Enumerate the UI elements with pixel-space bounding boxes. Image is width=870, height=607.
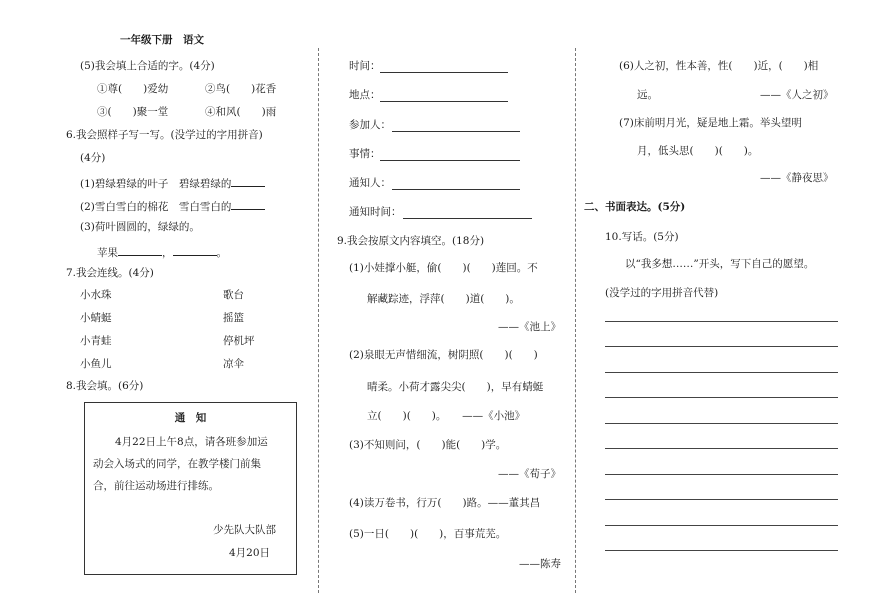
q6-blank-1[interactable] [231,176,265,187]
section-2-heading: 二、书面表达。(5分) [584,201,686,213]
q5-item-4: ④和风( )雨 [205,106,277,118]
q8-title: 8.我会填。(6分) [66,380,144,392]
field-notice-time-label: 通知时间： [349,206,402,218]
q6-example-2-text: (2)雪白雪白的棉花 雪白雪白的 [80,201,232,213]
notice-sign: 少先队大队部 [213,524,276,536]
q7-left-1[interactable]: 小水珠 [80,289,112,301]
q6-example-3: (3)荷叶圆圆的，绿绿的。 [80,221,200,233]
column-divider-left [318,48,319,593]
q9-p1-line1: (1)小娃撑小艇，偷( )( )莲回。不 [349,262,538,274]
notice-line-2: 动会入场式的同学，在教学楼门前集 [93,458,261,470]
writing-line[interactable] [605,448,838,449]
q5-title: (5)我会填上合适的字。(4分) [80,60,215,72]
field-participants-label: 参加人： [349,119,391,131]
q6-fill-end: 。 [216,247,227,259]
q10-title: 10.写话。(5分) [605,231,679,243]
q9-p5-line1: (5)一日( )( )，百事荒芜。 [349,528,507,540]
q9-p5-source: ——陈寿 [519,558,561,570]
q9-p6-line1: (6)人之初，性本善，性( )近，( )相 [619,60,819,72]
notice-line-1: 4月22日上午8点，请各班参加运 [115,436,268,448]
q7-title: 7.我会连线。(4分) [66,267,154,279]
q9-p7-line1: (7)床前明月光，疑是地上霜。举头望明 [619,117,802,129]
q6-fill-row [97,245,227,260]
writing-line[interactable] [605,499,838,500]
q6-score: (4分) [80,152,106,164]
field-time-label: 时间： [349,60,381,72]
q7-left-3[interactable]: 小青蛙 [80,335,112,347]
q9-p7-line2: 月，低头思( )( )。 [637,145,759,157]
q7-left-4[interactable]: 小鱼儿 [80,358,112,370]
q9-p2-line1: (2)泉眼无声惜细流，树阴照( )( ) [349,349,538,361]
q6-fill-label: 苹果 [97,247,118,259]
field-time-line[interactable] [380,60,508,73]
q9-p1-line2: 解藏踪迹，浮萍( )道( )。 [367,293,520,305]
field-notice-time-line[interactable] [403,206,532,219]
q6-example-1 [80,176,265,191]
writing-line[interactable] [605,474,838,475]
field-event-label: 事情： [349,148,381,160]
column-divider-right [575,48,576,593]
q5-item-3: ③( )聚一堂 [97,106,169,118]
q9-p2-line3: 立( )( )。 ——《小池》 [367,410,526,422]
writing-line[interactable] [605,525,838,526]
notice-line-3: 合，前往运动场进行排练。 [93,480,219,492]
q5-item-1: ①尊( )爱幼 [97,83,169,95]
q6-blank-3[interactable] [118,245,162,256]
q10-prompt: 以“我多想……”开头，写下自己的愿望。 [625,258,815,270]
q5-item-2: ②鸟( )花香 [205,83,277,95]
field-participants-line[interactable] [392,119,520,132]
writing-line[interactable] [605,321,838,322]
q9-title: 9.我会按原文内容填空。(18分) [337,235,485,247]
q6-title: 6.我会照样子写一写。(没学过的字用拼音) [66,129,263,141]
field-notifier-line[interactable] [392,177,520,190]
q9-p3-line1: (3)不知则问，( )能( )学。 [349,439,507,451]
q9-p3-source: ——《荀子》 [498,468,561,480]
writing-line[interactable] [605,550,838,551]
q7-right-1[interactable]: 歌台 [223,289,244,301]
field-notifier-label: 通知人： [349,177,391,189]
notice-date: 4月20日 [229,547,271,559]
field-place-label: 地点： [349,89,381,101]
q9-p6-line2: 远。 [637,89,658,101]
writing-line[interactable] [605,423,838,424]
writing-line[interactable] [605,372,838,373]
page-title: 一年级下册 语文 [120,34,204,46]
writing-line[interactable] [605,346,838,347]
q6-blank-2[interactable] [231,199,265,210]
q6-example-1-text: (1)碧绿碧绿的叶子 碧绿碧绿的 [80,178,232,190]
q9-p7-source: ——《静夜思》 [760,172,834,184]
q6-example-2 [80,199,265,214]
q7-right-3[interactable]: 停机坪 [223,335,255,347]
q9-p1-source: ——《池上》 [498,321,561,333]
q7-right-4[interactable]: 凉伞 [223,358,244,370]
q10-note: (没学过的字用拼音代替) [605,287,719,299]
field-event-line[interactable] [380,148,520,161]
q7-left-2[interactable]: 小蜻蜓 [80,312,112,324]
field-place-line[interactable] [380,89,508,102]
notice-title: 通 知 [174,412,207,424]
q6-blank-4[interactable] [173,245,217,256]
q9-p2-line2: 晴柔。小荷才露尖尖( )，早有蜻蜓 [367,381,544,393]
writing-line[interactable] [605,397,838,398]
q9-p4-line1: (4)读万卷书，行万( )路。——董其昌 [349,497,541,509]
q7-right-2[interactable]: 摇篮 [223,312,244,324]
q9-p6-source: ——《人之初》 [760,89,834,101]
notice-box [84,402,297,575]
q6-fill-sep: ， [162,247,173,259]
